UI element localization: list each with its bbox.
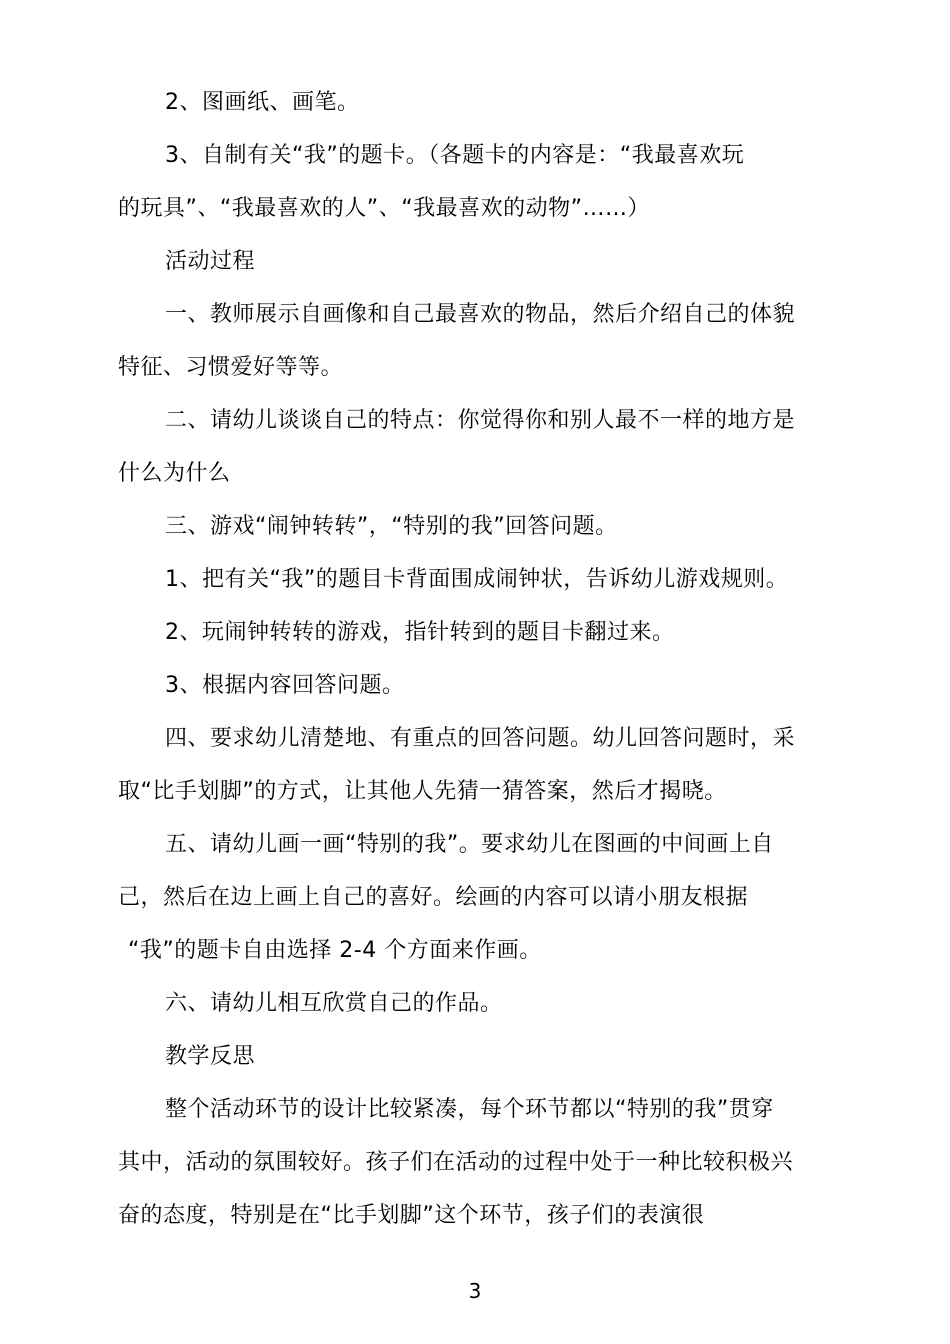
text-line: 3、自制有关“我”的题卡。（各题卡的内容是：“我最喜欢玩	[165, 143, 745, 168]
text-line: 整个活动环节的设计比较紧凑，每个环节都以“特别的我”贯穿	[165, 1097, 774, 1122]
text-line: 奋的态度，特别是在“比手划脚”这个环节，孩子们的表演很	[118, 1203, 705, 1228]
text-line: 2、图画纸、画笔。	[165, 90, 360, 115]
text-line: 2、玩闹钟转转的游戏，指针转到的题目卡翻过来。	[165, 620, 675, 645]
text-line: 什么为什么	[118, 461, 231, 486]
text-line: 其中，活动的氛围较好。孩子们在活动的过程中处于一种比较积极兴	[118, 1150, 794, 1175]
text-line: 六、请幼儿相互欣赏自己的作品。	[165, 991, 503, 1016]
text-line: 取“比手划脚”的方式，让其他人先猜一猜答案，然后才揭晓。	[118, 779, 727, 804]
text-line: 四、要求幼儿清楚地、有重点的回答问题。幼儿回答问题时，采	[165, 726, 796, 751]
page-number: 3	[468, 1279, 482, 1303]
text-line: 己，然后在边上画上自己的喜好。绘画的内容可以请小朋友根据	[118, 885, 749, 910]
text-line: 二、请幼儿谈谈自己的特点：你觉得你和别人最不一样的地方是	[165, 408, 796, 433]
text-line: 特征、习惯爱好等等。	[118, 355, 344, 380]
text-line: 1、把有关“我”的题目卡背面围成闹钟状，告诉幼儿游戏规则。	[165, 567, 789, 592]
text-line: 三、游戏“闹钟转转”，“特别的我”回答问题。	[165, 514, 618, 539]
text-line: 的玩具”、“我最喜欢的人”、“我最喜欢的动物”……）	[118, 196, 650, 221]
text-line: 一、教师展示自画像和自己最喜欢的物品，然后介绍自己的体貌	[165, 302, 796, 327]
text-line: 五、请幼儿画一画“特别的我”。要求幼儿在图画的中间画上自	[165, 832, 774, 857]
section-heading: 教学反思	[165, 1044, 256, 1069]
section-heading: 活动过程	[165, 249, 256, 274]
text-line: 3、根据内容回答问题。	[165, 673, 405, 698]
text-line: “我”的题卡自由选择 2-4 个方面来作画。	[128, 938, 542, 963]
